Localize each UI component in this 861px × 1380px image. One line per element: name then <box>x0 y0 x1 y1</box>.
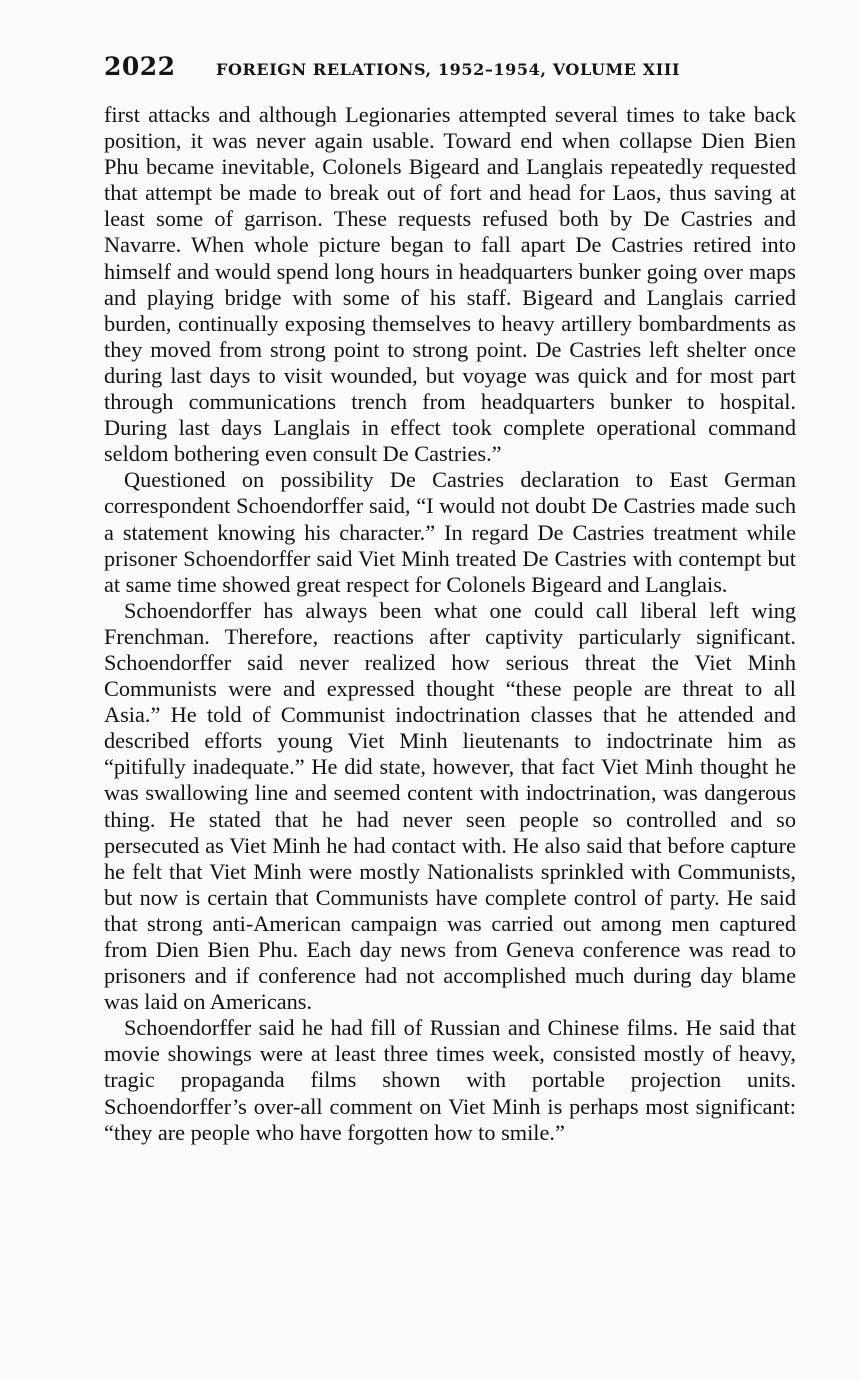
paragraph-reactions: Schoendorffer has always been what one could call liberal left wing Frenchman. Therefore, reactions after captivity particularly significant. Schoendorffer said never realized how serious threat the Viet Minh Communists were and expressed thought “these people are threat to all Asia.” He told of Communist indoctrination classes that he attended and described efforts young Viet Minh lieutenants to indoctrinate him as “pitifully inadequate.” He did state, however, that fact Viet Minh thought he was swallowing line and seemed content with indoctrination, was dangerous thing. He stated that he had never seen people so controlled and so persecuted as Viet Minh he had contact with. He also said that before capture he felt that Viet Minh were mostly Nationalists sprinkled with Communists, but now is certain that Communists have complete control of party. He said that strong anti-American campaign was carried out among men captured from Dien Bien Phu. Each day news from Geneva conference was read to prisoners and if conference had not accomplished much during day blame was laid on Americans. <box>104 597 796 1015</box>
body-text <box>104 102 796 1146</box>
paragraph-questioned: Questioned on possibility De Castries declaration to East German correspondent Schoendorffer said, “I would not doubt De Castries made such a statement knowing his character.” In regard De Castries treatment while prisoner Schoendorffer said Viet Minh treated De Castries with contempt but at same time showed great respect for Colonels Bigeard and Langlais. <box>104 467 796 597</box>
paragraph-continued: first attacks and although Legionaries attempted several times to take back position, it was never again usable. Toward end when collapse Dien Bien Phu became inevitable, Colonels Bigeard and Langlais repeatedly requested that attempt be made to break out of fort and head for Laos, thus saving at least some of garrison. These requests refused both by De Castries and Navarre. When whole picture began to fall apart De Castries retired into himself and would spend long hours in headquarters bunker going over maps and playing bridge with some of his staff. Bigeard and Langlais carried burden, continually exposing themselves to heavy artillery bombardments as they moved from strong point to strong point. De Castries left shelter once during last days to visit wounded, but voyage was quick and for most part through communications trench from headquarters bunker to hospital. During last days Langlais in effect took complete operational command seldom bothering even consult De Castries.” <box>104 102 796 467</box>
running-title: FOREIGN RELATIONS, 1952–1954, VOLUME XIII <box>216 60 681 79</box>
page-number: 2022 <box>104 52 176 81</box>
page-header <box>104 52 804 92</box>
paragraph-films: Schoendorffer said he had fill of Russian and Chinese films. He said that movie showings were at least three times week, consisted mostly of heavy, tragic propaganda films shown with portable projection units. Schoendorffer’s over-all comment on Viet Minh is perhaps most significant: “they are people who have forgotten how to smile.” <box>104 1015 796 1145</box>
